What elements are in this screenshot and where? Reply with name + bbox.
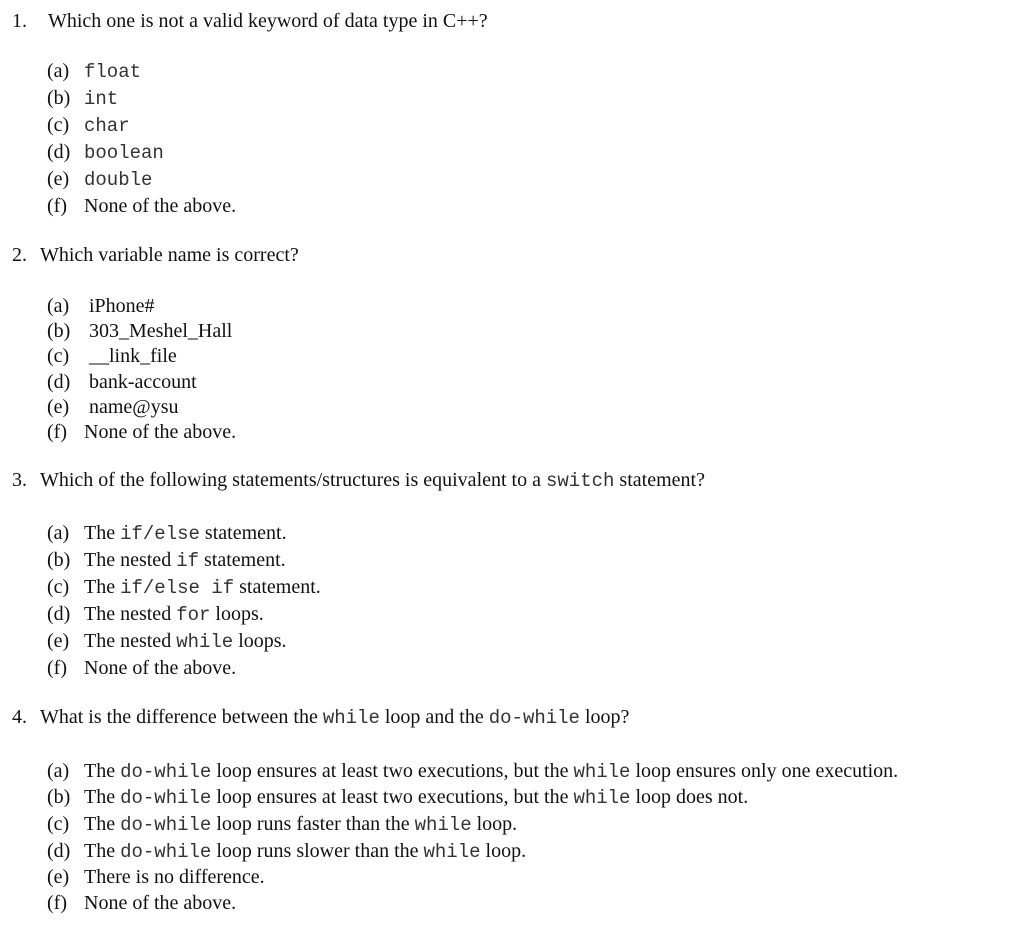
option-f (47, 890, 236, 916)
option-text: None of the above. (84, 657, 237, 679)
option-text: boolean (84, 142, 164, 164)
code-keyword: for (176, 604, 211, 626)
code-keyword: while (176, 631, 234, 653)
option-text: statement. (234, 576, 321, 598)
option-f (47, 419, 236, 445)
option-letter: (a) (47, 60, 70, 82)
option-text: __link_file (89, 345, 177, 367)
option-letter: (c) (47, 114, 70, 136)
option-text: double (84, 169, 153, 191)
code-keyword: do-while (120, 814, 212, 836)
question-text: Which one is not a valid keyword of data type in C++? (48, 10, 488, 32)
option-a (47, 58, 141, 85)
option-text: The (84, 760, 121, 782)
option-a (47, 293, 155, 319)
option-a (47, 520, 287, 547)
option-b (47, 784, 748, 811)
option-d (47, 601, 264, 628)
question-number: 2. (12, 244, 27, 266)
option-c (47, 112, 130, 139)
code-keyword: while (573, 761, 631, 783)
option-text: The (84, 813, 121, 835)
option-text: loop runs slower than the (211, 840, 424, 862)
option-letter: (c) (47, 576, 70, 598)
option-text: None of the above. (84, 421, 237, 443)
option-letter: (e) (47, 866, 70, 888)
option-text: loop. (480, 840, 527, 862)
option-text: statement. (199, 522, 287, 544)
option-letter: (f) (47, 195, 67, 217)
option-letter: (b) (47, 320, 71, 342)
option-f (47, 193, 236, 219)
code-keyword: do-while (120, 841, 212, 863)
question-text (40, 706, 629, 729)
option-text: loop ensures at least two executions, but the (211, 760, 574, 782)
text-run: Which of the following statements/structures is equivalent to a (40, 469, 546, 491)
code-keyword: do-while (488, 707, 580, 729)
option-letter: (e) (47, 396, 70, 418)
code-keyword: do-while (120, 787, 212, 809)
code-keyword: if/else if (120, 577, 235, 599)
question-number: 4. (12, 706, 27, 728)
option-text: There is no difference. (84, 866, 265, 888)
option-letter: (b) (47, 786, 71, 808)
code-keyword: if (176, 550, 199, 572)
option-e (47, 394, 179, 420)
option-text: The (84, 840, 121, 862)
code-keyword: while (423, 841, 481, 863)
option-text: char (84, 115, 130, 137)
option-text: None of the above. (84, 195, 237, 217)
option-f (47, 655, 236, 681)
code-keyword: while (322, 707, 380, 729)
option-c (47, 811, 517, 838)
option-c (47, 343, 177, 369)
option-b (47, 547, 286, 574)
option-letter: (e) (47, 168, 70, 190)
option-letter: (b) (47, 87, 71, 109)
question-text: Which variable name is correct? (40, 244, 299, 266)
text-run: statement? (614, 469, 705, 491)
option-letter: (c) (47, 813, 70, 835)
code-keyword: switch (546, 470, 615, 492)
option-c (47, 574, 321, 601)
option-d (47, 139, 164, 166)
code-keyword: do-while (120, 761, 212, 783)
option-letter: (f) (47, 421, 67, 443)
option-letter: (d) (47, 840, 71, 862)
option-text: loops. (210, 603, 264, 625)
option-text: The (84, 576, 121, 598)
option-letter: (e) (47, 630, 70, 652)
option-text: int (84, 88, 119, 110)
question-number: 1. (12, 10, 27, 32)
option-letter: (b) (47, 549, 71, 571)
option-letter: (d) (47, 603, 71, 625)
text-run: loop? (579, 706, 630, 728)
option-letter: (a) (47, 295, 70, 317)
option-letter: (c) (47, 345, 70, 367)
option-letter: (d) (47, 371, 71, 393)
option-a (47, 758, 898, 785)
code-keyword: if/else (120, 523, 200, 545)
option-text: bank-account (89, 371, 197, 393)
option-letter: (a) (47, 522, 70, 544)
option-text: loop runs faster than the (211, 813, 415, 835)
option-text: The (84, 522, 121, 544)
option-text: 303_Meshel_Hall (89, 320, 233, 342)
option-text: loop ensures at least two executions, but the (211, 786, 574, 808)
option-text: None of the above. (84, 892, 237, 914)
question-text (40, 469, 705, 492)
option-text: loop ensures only one execution. (630, 760, 899, 782)
text-run: What is the difference between the (40, 706, 323, 728)
option-b (47, 85, 118, 112)
option-text: loop. (471, 813, 518, 835)
option-letter: (f) (47, 657, 67, 679)
option-letter: (f) (47, 892, 67, 914)
option-e (47, 628, 287, 655)
option-e (47, 166, 152, 193)
option-d (47, 838, 526, 865)
option-b (47, 318, 232, 344)
option-text: loops. (233, 630, 287, 652)
question-number: 3. (12, 469, 27, 491)
option-text: The nested (84, 603, 177, 625)
option-text: iPhone# (89, 295, 155, 317)
option-letter: (d) (47, 141, 71, 163)
option-text: The nested (84, 549, 177, 571)
option-text: The nested (84, 630, 177, 652)
option-d (47, 369, 197, 395)
option-text: float (84, 61, 142, 83)
option-e (47, 864, 265, 890)
text-run: loop and the (379, 706, 489, 728)
code-keyword: while (414, 814, 472, 836)
code-keyword: while (573, 787, 631, 809)
option-text: loop does not. (630, 786, 749, 808)
option-letter: (a) (47, 760, 70, 782)
option-text: name@ysu (89, 396, 179, 418)
option-text: The (84, 786, 121, 808)
option-text: statement. (199, 549, 286, 571)
